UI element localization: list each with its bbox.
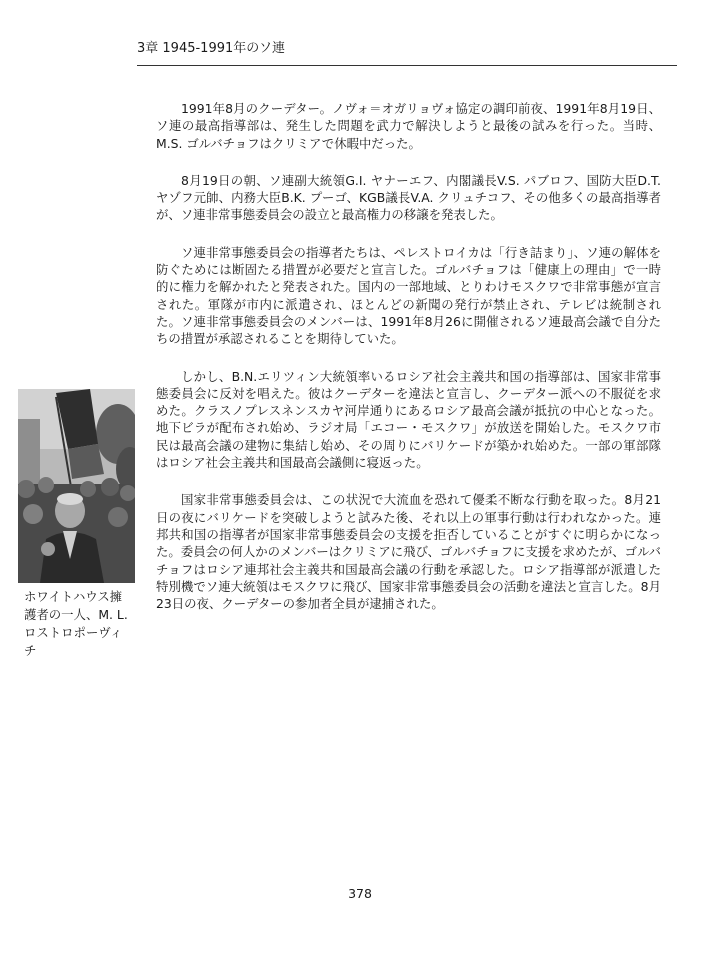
photo-caption: ホワイトハウス擁護者の一人、M. L. ロストロポーヴィチ (24, 589, 128, 658)
rostropovich-photo (18, 389, 135, 583)
running-header (137, 40, 677, 66)
photo-illustration (18, 389, 135, 583)
paragraph-4: しかし、B.N.エリツィン大統領率いるロシア社会主義共和国の指導部は、国家非常事態委員会に反対を唱えた。彼はクーデターを違法と宣言し、クーデター派への不服従を求めた。クラスノプレスネンスカヤ河岸通りにあるロシア最高会議が抵抗の中心となった。地下ビラが配布され始め、ラジオ局「エコー・モスクワ」が放送を開始した。モスクワ市民は最高会議の建物に集結し始め、その周りにバリケードが築かれ始めた。一部の軍部隊はロシア社会主義共和国最高会議側に寝返った。 (156, 368, 661, 471)
paragraph-1: 1991年8月のクーデター。ノヴォ＝オガリョヴォ協定の調印前夜、1991年8月19日、ソ連の最高指導部は、発生した問題を武力で解決しようと最後の試みを行った。当時、M.S. ゴルバチョフはクリミアで休暇中だった。 (156, 101, 661, 151)
paragraph-3: ソ連非常事態委員会の指導者たちは、ペレストロイカは「行き詰まり」、ソ連の解体を防ぐためには断固たる措置が必要だと宣言した。ゴルバチョフは「健康上の理由」で一時的に権力を解かれたと発表された。国内の一部地域、とりわけモスクワで非常事態が宣言された。軍隊が市内に派遣され、ほとんどの新聞の発行が禁止され、テレビは統制された。ソ連非常事態委員会のメンバーは、1991年8月26に開催されるソ連最高会議で自分たちの措置が承認されることを期待していた。 (156, 244, 661, 347)
article-body (156, 100, 661, 632)
chapter-title: 3章 1945-1991年のソ連 (137, 41, 286, 56)
paragraph-2: 8月19日の朝、ソ連副大統領G.I. ヤナーエフ、内閣議長V.S. パブロフ、国防大臣D.T. ヤゾフ元帥、内務大臣B.K. プーゴ、KGB議長V.A. クリュチコフ、その他多くの最高指導者が、ソ連非常事態委員会の設立と最高権力の移譲を発表した。 (156, 172, 661, 223)
page-number: 378 (348, 886, 372, 901)
paragraph-5: 国家非常事態委員会は、この状況で大流血を恐れて優柔不断な行動を取った。8月21日の夜にバリケードを突破しようと試みた後、それ以上の軍事行動は行われなかった。連邦共和国の指導者が国家非常事態委員会の支援を拒否していることがすぐに明らかになった。委員会の何人かのメンバーはクリミアに飛び、ゴルバチョフに支援を求めたが、ゴルバチョフはロシア連邦社会主義共和国最高会議の行動を承認した。ロシア指導部が派遣した特別機でソ連大統領はモスクワに飛び、国家非常事態委員会の活動を違法と宣言した。8月23日の夜、クーデターの参加者全員が逮捕された。 (156, 492, 661, 612)
